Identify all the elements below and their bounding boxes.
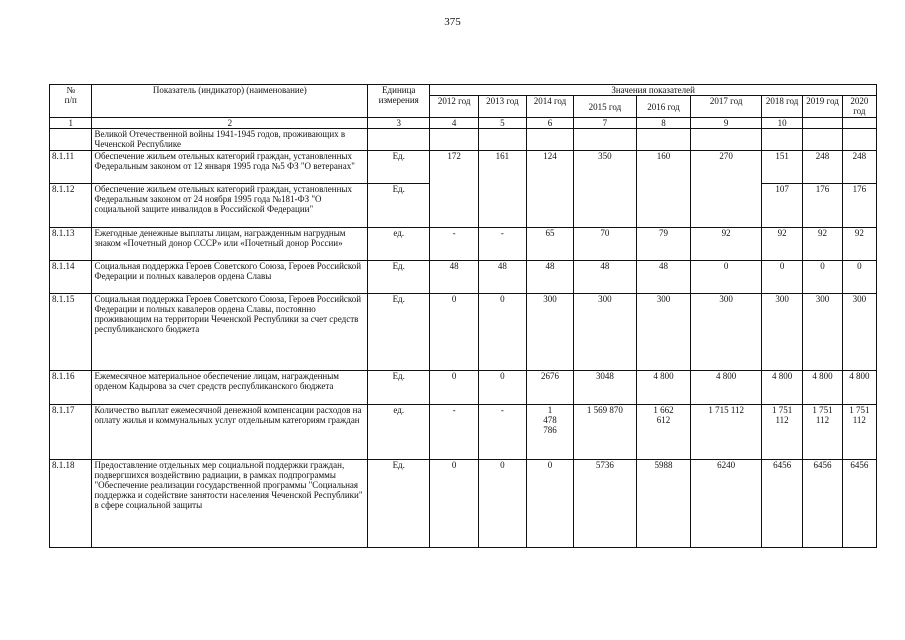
- table-row: [50, 460, 877, 548]
- row-unit: Ед.: [368, 151, 430, 184]
- row-unit: Ед.: [368, 460, 430, 548]
- value-cell: 4 800: [803, 371, 842, 405]
- header-year-2014: 2014 год: [526, 96, 574, 118]
- value-cell: 70: [574, 228, 636, 261]
- col-number: 1: [50, 118, 92, 129]
- row-number: 8.1.17: [50, 405, 92, 460]
- row-indicator: Обеспечение жильем отельных категорий граждан, установленных Федеральным законом от 12 января 1995 года №5 ФЗ "О ветеранах": [92, 151, 368, 184]
- value-cell: 48: [636, 261, 691, 294]
- value-cell: 1 662 612: [636, 405, 691, 460]
- value-cell: 300: [803, 294, 842, 371]
- row-unit: Ед.: [368, 184, 430, 228]
- value-cell: 6456: [842, 460, 876, 548]
- value-cell: 4 800: [636, 371, 691, 405]
- row-indicator: Социальная поддержка Героев Советского Союза, Героев Российской Федерации и полных кавалеров ордена Славы, постоянно проживающим на территории Чеченской Республики за счет средств республиканского бюджета: [92, 294, 368, 371]
- value-cell: 48: [479, 261, 527, 294]
- row-number: 8.1.14: [50, 261, 92, 294]
- row-indicator: Социальная поддержка Героев Советского Союза, Героев Российской Федерации и полных кавалеров ордена Славы: [92, 261, 368, 294]
- table-row: [50, 405, 877, 460]
- value-cell: 107: [761, 184, 802, 228]
- value-cell: -: [479, 228, 527, 261]
- row-unit: ед.: [368, 405, 430, 460]
- value-cell: 92: [842, 228, 876, 261]
- value-cell: 92: [691, 228, 761, 261]
- col-number: 10: [761, 118, 802, 129]
- value-cell: 0: [479, 460, 527, 548]
- indicators-table: [49, 84, 877, 548]
- row-number: 8.1.11: [50, 151, 92, 184]
- table-row: [50, 371, 877, 405]
- table-row: [50, 151, 877, 184]
- value-cell: 248: [803, 151, 842, 184]
- value-cell: 124: [526, 151, 574, 228]
- value-cell: 5736: [574, 460, 636, 548]
- value-cell: 300: [842, 294, 876, 371]
- value-cell: 176: [803, 184, 842, 228]
- header-year-2020: 2020 год: [842, 96, 876, 118]
- header-year-2017: 2017 год: [691, 96, 761, 118]
- row-unit: Ед.: [368, 371, 430, 405]
- value-cell: 161: [479, 151, 527, 228]
- row-number: 8.1.13: [50, 228, 92, 261]
- continuation-text: Великой Отечественной войны 1941-1945 годов, проживающих в Чеченской Республике: [92, 129, 368, 151]
- row-indicator: Ежемесячное материальное обеспечение лицам, награжденным орденом Кадырова за счет средств республиканского бюджета: [92, 371, 368, 405]
- value-cell: 300: [574, 294, 636, 371]
- value-cell: 0: [803, 261, 842, 294]
- value-cell: 1 478 786: [526, 405, 574, 460]
- value-cell: 4 800: [842, 371, 876, 405]
- col-number: [803, 118, 842, 129]
- table-row: [50, 261, 877, 294]
- value-cell: 6456: [803, 460, 842, 548]
- value-cell: 65: [526, 228, 574, 261]
- header-values-title: Значения показателей: [430, 85, 877, 96]
- header-year-2018: 2018 год: [761, 96, 802, 118]
- header-unit: Единица измерения: [368, 85, 430, 118]
- value-cell: 0: [691, 261, 761, 294]
- page-number: 375: [444, 16, 461, 28]
- header-year-2013: 2013 год: [479, 96, 527, 118]
- table-row: [50, 294, 877, 371]
- row-indicator: Ежегодные денежные выплаты лицам, награжденным нагрудным знаком «Почетный донор СССР» или «Почетный донор России»: [92, 228, 368, 261]
- table-row: [50, 228, 877, 261]
- col-number: 3: [368, 118, 430, 129]
- header-indicator: Показатель (индикатор) (наименование): [92, 85, 368, 118]
- row-number: 8.1.12: [50, 184, 92, 228]
- value-cell: 48: [574, 261, 636, 294]
- header-num: № п/п: [50, 85, 92, 118]
- value-cell: 6240: [691, 460, 761, 548]
- value-cell: 4 800: [761, 371, 802, 405]
- header-year-2012: 2012 год: [430, 96, 479, 118]
- value-cell: 300: [526, 294, 574, 371]
- header-year-2016: 2016 год: [636, 96, 691, 118]
- value-cell: 160: [636, 151, 691, 228]
- value-cell: 48: [430, 261, 479, 294]
- value-cell: 172: [430, 151, 479, 228]
- value-cell: -: [479, 405, 527, 460]
- row-unit: Ед.: [368, 294, 430, 371]
- value-cell: 0: [761, 261, 802, 294]
- value-cell: 1 569 870: [574, 405, 636, 460]
- col-number: 4: [430, 118, 479, 129]
- value-cell: 2676: [526, 371, 574, 405]
- value-cell: 79: [636, 228, 691, 261]
- value-cell: 1 751 112: [842, 405, 876, 460]
- value-cell: 1 715 112: [691, 405, 761, 460]
- value-cell: 4 800: [691, 371, 761, 405]
- row-unit: ед.: [368, 228, 430, 261]
- value-cell: 0: [479, 294, 527, 371]
- value-cell: 270: [691, 151, 761, 228]
- row-number: 8.1.15: [50, 294, 92, 371]
- value-cell: 3048: [574, 371, 636, 405]
- col-number: 9: [691, 118, 761, 129]
- value-cell: 6456: [761, 460, 802, 548]
- col-number: 2: [92, 118, 368, 129]
- value-cell: 48: [526, 261, 574, 294]
- table-row: [50, 129, 877, 151]
- value-cell: 300: [636, 294, 691, 371]
- col-number: 6: [526, 118, 574, 129]
- value-cell: 0: [479, 371, 527, 405]
- col-number: [842, 118, 876, 129]
- value-cell: 350: [574, 151, 636, 228]
- row-unit: Ед.: [368, 261, 430, 294]
- value-cell: 1 751 112: [761, 405, 802, 460]
- value-cell: 1 751 112: [803, 405, 842, 460]
- value-cell: 176: [842, 184, 876, 228]
- value-cell: 5988: [636, 460, 691, 548]
- value-cell: 0: [842, 261, 876, 294]
- value-cell: 300: [691, 294, 761, 371]
- header-year-2019: 2019 год: [803, 96, 842, 118]
- value-cell: -: [430, 405, 479, 460]
- row-indicator: Предоставление отдельных мер социальной поддержки граждан, подвергшихся воздействию радиации, в рамках подпрограммы "Обеспечение реализации государственной программы "Социальная поддержка и содействие занятости населения Чеченской Республики" в сфере социальной защиты: [92, 460, 368, 548]
- value-cell: 0: [430, 371, 479, 405]
- col-number: 7: [574, 118, 636, 129]
- row-indicator: Обеспечение жильем отельных категорий граждан, установленных Федеральным законом от 24 ноября 1995 года №181-ФЗ "О социальной защите инвалидов в Российской Федерации": [92, 184, 368, 228]
- value-cell: 92: [761, 228, 802, 261]
- value-cell: 0: [430, 294, 479, 371]
- value-cell: 0: [430, 460, 479, 548]
- col-number: 5: [479, 118, 527, 129]
- row-indicator: Количество выплат ежемесячной денежной компенсации расходов на оплату жилья и коммунальных услуг отдельным категориям граждан: [92, 405, 368, 460]
- value-cell: -: [430, 228, 479, 261]
- value-cell: 300: [761, 294, 802, 371]
- row-number: 8.1.18: [50, 460, 92, 548]
- value-cell: 0: [526, 460, 574, 548]
- row-number: 8.1.16: [50, 371, 92, 405]
- col-number: 8: [636, 118, 691, 129]
- value-cell: 248: [842, 151, 876, 184]
- value-cell: 151: [761, 151, 802, 184]
- header-year-2015: 2015 год: [574, 96, 636, 118]
- value-cell: 92: [803, 228, 842, 261]
